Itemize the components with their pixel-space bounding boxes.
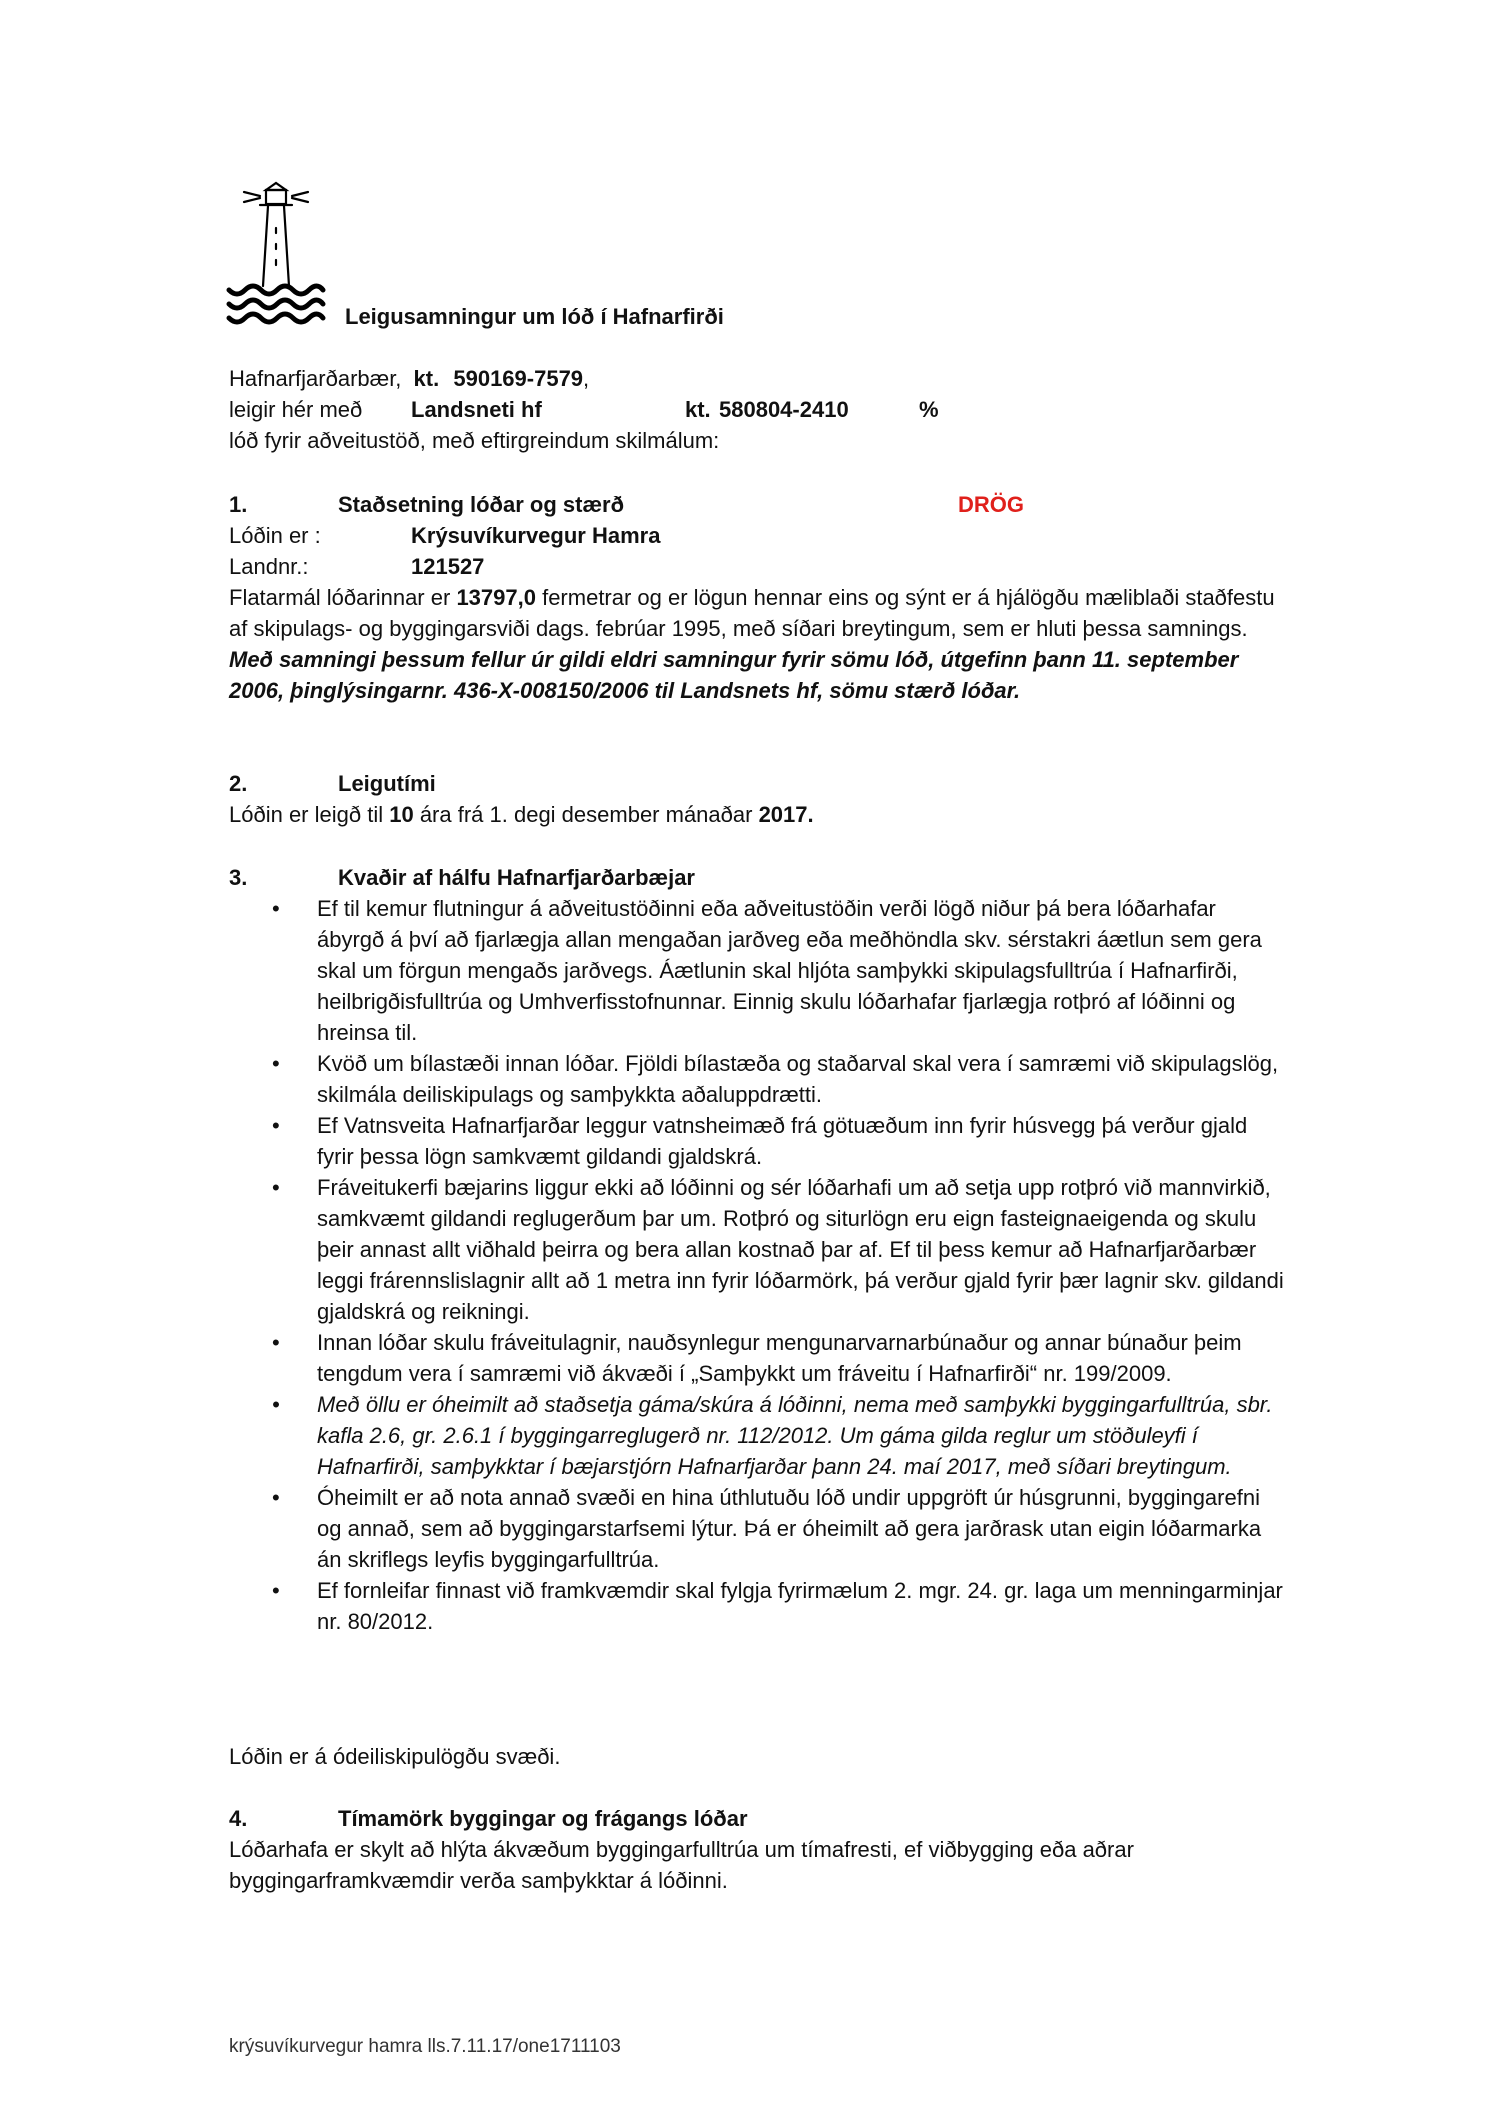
section-1-header: [229, 489, 1289, 520]
lessee-prefix: leigir hér með: [229, 397, 363, 422]
section-4-number: 4.: [229, 1806, 248, 1831]
lease-years: 10: [389, 802, 414, 827]
location-line: [229, 520, 1289, 551]
location-value: Krýsuvíkurvegur Hamra: [411, 523, 661, 548]
section-1-heading: Staðsetning lóðar og stærð: [338, 492, 625, 517]
lease-term-line: [229, 799, 1289, 830]
section-4: [229, 1803, 1289, 1896]
list-item: • Kvöð um bílastæði innan lóðar. Fjöldi bílastæða og staðarval skal vera í samræmi við skipulagslög, skilmála deiliskipulags og samþykkta aðaluppdrætti.: [229, 1048, 1289, 1110]
lessor-kt: 590169-7579: [453, 366, 584, 391]
lease-term-text-1: Lóðin er leigð til: [229, 802, 390, 827]
replacement-clause: Með samningi þessum fellur úr gildi eldri samningur fyrir sömu lóð, útgefinn þann 11. september 2006, þinglýsingarnr. 436-X-008150/2006 til Landsnets hf, sömu stærð lóðar.: [229, 647, 1239, 703]
lessor-kt-suffix: ,: [583, 366, 590, 391]
lessee-kt: 580804-2410: [719, 397, 849, 422]
section-3-heading: Kvaðir af hálfu Hafnarfjarðarbæjar: [338, 865, 695, 890]
lessee-kt-label: kt.: [685, 397, 711, 422]
lessor-name: Hafnarfjarðarbær,: [229, 366, 402, 391]
lease-term-text-2: ára frá 1. degi desember mánaðar: [413, 802, 759, 827]
list-item: • Innan lóðar skulu fráveitulagnir, nauðsynlegur mengunarvarnarbúnaður og annar búnaður þeim tengdum vera í samræmi við ákvæði í „Samþykkt um fráveitu í Hafnarfirði“ nr. 199/2009.: [229, 1327, 1289, 1389]
zoning-note: Lóðin er á ódeiliskipulögðu svæði.: [229, 1744, 561, 1769]
section-2-number: 2.: [229, 771, 248, 796]
section-4-header: [229, 1803, 1289, 1834]
obligations-list: [229, 893, 1289, 1637]
lessor-kt-label: kt.: [413, 366, 440, 391]
area-text-1: Flatarmál lóðarinnar er: [229, 585, 457, 610]
purpose-line: lóð fyrir aðveitustöð, með eftirgreindum skilmálum:: [229, 428, 720, 453]
section-4-text: Lóðarhafa er skylt að hlýta ákvæðum byggingarfulltrúa um tímafresti, ef viðbygging eða aðrar byggingarframkvæmdir verða samþykktar á lóðinni.: [229, 1837, 1134, 1893]
area-paragraph: [229, 582, 1289, 644]
section-2-heading: Leigutími: [338, 771, 436, 796]
list-item: • Óheimilt er að nota annað svæði en hina úthlutuðu lóð undir uppgröft úr húsgrunni, byggingarefni og annað, sem að byggingarstarfsemi lýtur. Þá er óheimilt að gera jarðrask utan eigin lóðarmarka án skriflegs leyfis byggingarfulltrúa.: [229, 1482, 1289, 1575]
list-item: • Ef til kemur flutningur á aðveitustöðinni eða aðveitustöðin verði lögð niður þá bera lóðarhafar ábyrgð á því að fjarlægja allan mengaðan jarðveg eða meðhöndla skv. sérstakri áætlun sem gera skal um förgun mengaðs jarðvegs. Áætlunin skal hljóta samþykki skipulagsfulltrúa í Hafnarfirði, heilbrigðisfulltrúa og Umhverfisstofnunnar. Einnig skulu lóðarhafar fjarlægja rotþró af lóðinni og hreinsa til.: [229, 893, 1289, 1048]
draft-stamp: DRÖG: [958, 492, 1024, 517]
section-3: [229, 862, 1289, 1637]
area-value: 13797,0: [456, 585, 536, 610]
footer-reference: krýsuvíkurvegur hamra lls.7.11.17/one1711103: [229, 2036, 621, 2057]
section-1: [229, 489, 1289, 706]
section-3-number: 3.: [229, 865, 248, 890]
lessor-line: [229, 363, 1289, 394]
lease-start-year: 2017.: [758, 802, 814, 827]
section-1-number: 1.: [229, 492, 248, 517]
lessee-name: Landsneti hf: [411, 397, 542, 422]
landnr-value: 121527: [411, 554, 485, 579]
list-item: • Fráveitukerfi bæjarins liggur ekki að lóðinni og sér lóðarhafi um að setja upp rotþró við mannvirkið, samkvæmt gildandi reglugerðum þar um. Rotþró og siturlögn eru eign fasteignaeigenda og skulu þeir annast allt viðhald þeirra og bera allan kostnað þar af. Ef til þess kemur að Hafnarfjarðarbær leggi frárennslislagnir allt að 1 metra inn fyrir lóðarmörk, þá verður gjald fyrir þær lagnir skv. gildandi gjaldskrá og reikningi.: [229, 1172, 1289, 1327]
section-3-header: [229, 862, 1289, 893]
lessee-line: [229, 394, 1289, 425]
section-2-header: [229, 768, 1289, 799]
list-item: • Ef fornleifar finnast við framkvæmdir skal fylgja fyrirmælum 2. mgr. 24. gr. laga um menningarminjar nr. 80/2012.: [229, 1575, 1289, 1637]
section-4-heading: Tímamörk byggingar og frágangs lóðar: [338, 1806, 748, 1831]
document-title: Leigusamningur um lóð í Hafnarfirði: [345, 304, 724, 329]
section-2: [229, 768, 1289, 830]
parties-block: [229, 363, 1289, 456]
landnr-line: [229, 551, 1289, 582]
location-label: Lóðin er :: [229, 523, 321, 548]
landnr-label: Landnr.:: [229, 554, 309, 579]
lighthouse-logo-icon: [226, 178, 326, 328]
list-item: • Með öllu er óheimilt að staðsetja gáma/skúra á lóðinni, nema með samþykki byggingarfulltrúa, sbr. kafla 2.6, gr. 2.6.1 í byggingarreglugerð nr. 112/2012. Um gáma gilda reglur um stöðuleyfi í Hafnarfirði, samþykktar í bæjarstjórn Hafnarfjarðar þann 24. maí 2017, með síðari breytingum.: [229, 1389, 1289, 1482]
list-item: • Ef Vatnsveita Hafnarfjarðar leggur vatnsheimæð frá götuæðum inn fyrir húsvegg þá verður gjald fyrir þessa lögn samkvæmt gildandi gjaldskrá.: [229, 1110, 1289, 1172]
area-text-2: fermetrar og er lögun hennar eins og sýnt er á hjálögðu mæliblaði staðfestu af skipulags- og byggingarsviði dags. febrúar 1995, með síðari breytingum, sem er hluti þessa samnings.: [229, 585, 1275, 641]
percent-sign: %: [919, 397, 939, 422]
